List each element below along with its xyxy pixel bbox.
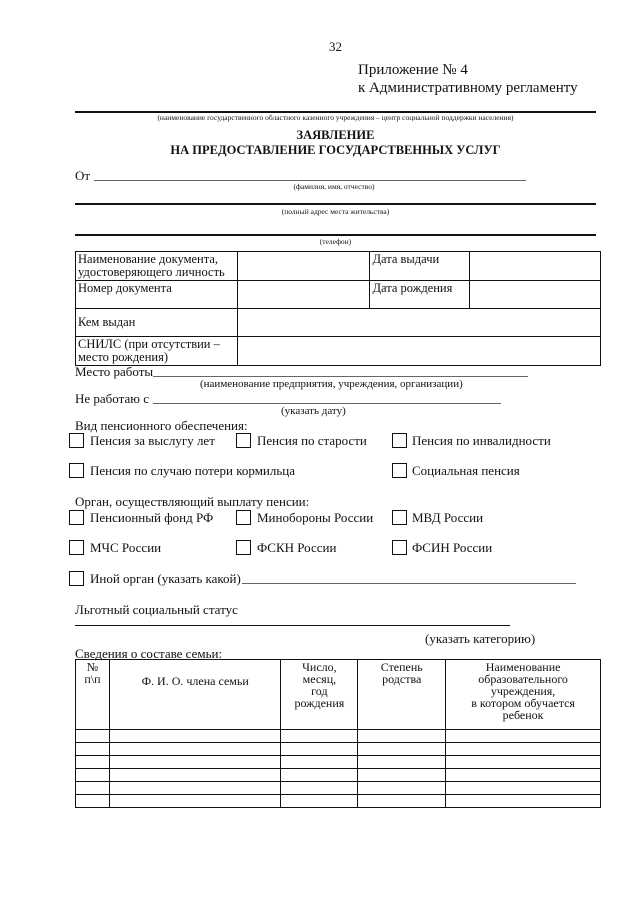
form-title-line-2: НА ПРЕДОСТАВЛЕНИЕ ГОСУДАРСТВЕННЫХ УСЛУГ <box>170 143 501 157</box>
family-col-fio <box>109 660 280 730</box>
family-col-relation-line-1: Степень <box>380 660 423 674</box>
page-number: 32 <box>329 39 342 54</box>
birth-date-label: Дата рождения <box>370 281 470 309</box>
family-col-birth-line-1: Число, <box>302 660 337 674</box>
work-label: Место работы <box>75 364 154 379</box>
from-label: От <box>75 168 91 183</box>
family-col-school-line-5: ребенок <box>502 708 544 722</box>
phone-caption: (телефон) <box>319 237 352 246</box>
address-caption: (полный адрес места жительства) <box>281 207 390 216</box>
family-col-relation-line-2: родства <box>382 672 422 686</box>
table-row[interactable] <box>76 782 601 795</box>
payer-mvd-label: МВД России <box>412 510 484 525</box>
pension-survivor-label: Пенсия по случаю потери кормильца <box>90 463 296 478</box>
table-row[interactable] <box>76 730 601 743</box>
doc-number-label: Номер документа <box>76 281 238 309</box>
payer-mchs-checkbox[interactable] <box>69 540 84 555</box>
issued-by-label: Кем выдан <box>76 309 238 337</box>
work-caption: (наименование предприятия, учреждения, организации) <box>200 378 463 390</box>
pension-social-label: Социальная пенсия <box>412 463 520 478</box>
family-col-number-line-1: № <box>86 660 99 674</box>
pension-old-age-checkbox[interactable] <box>236 433 251 448</box>
snils-label: СНИЛС (при отсутствии – место рождения) <box>76 337 238 366</box>
payer-fsin-checkbox[interactable] <box>392 540 407 555</box>
table-row[interactable] <box>76 769 601 782</box>
family-table <box>75 659 601 808</box>
payer-heading: Орган, осуществляющий выплату пенсии: <box>75 494 310 509</box>
fio-field[interactable] <box>94 180 526 181</box>
table-row[interactable] <box>76 795 601 808</box>
pension-type-heading: Вид пенсионного обеспечения: <box>75 418 248 433</box>
snils-field[interactable] <box>237 337 600 366</box>
issued-by-field[interactable] <box>237 309 600 337</box>
table-row[interactable] <box>76 743 601 756</box>
family-col-birth <box>281 660 358 730</box>
payer-other-label: Иной орган (указать какой) <box>90 571 241 586</box>
family-col-birth-line-3: год <box>311 684 328 698</box>
payer-mchs-label: МЧС России <box>90 540 162 555</box>
pension-long-service-checkbox[interactable] <box>69 433 84 448</box>
not-working-label: Не работаю с <box>75 391 149 406</box>
work-field[interactable] <box>153 376 528 377</box>
family-col-school-line-2: образовательного <box>478 672 568 686</box>
social-status-label: Льготный социальный статус <box>75 602 238 617</box>
payer-fskn-checkbox[interactable] <box>236 540 251 555</box>
pension-survivor-checkbox[interactable] <box>69 463 84 478</box>
pension-disability-label: Пенсия по инвалидности <box>412 433 551 448</box>
table-row[interactable] <box>76 756 601 769</box>
family-col-school <box>446 660 601 730</box>
payer-fskn-label: ФСКН России <box>257 540 337 555</box>
doc-number-field[interactable] <box>237 281 370 309</box>
payer-pfr-checkbox[interactable] <box>69 510 84 525</box>
date-caption: (указать дату) <box>281 405 346 417</box>
family-heading: Сведения о составе семьи: <box>75 646 223 661</box>
not-working-date-field[interactable] <box>153 403 501 404</box>
org-name-caption: (наименование государственного областного казенного учреждения – центр социальной поддержки населения) <box>157 113 514 122</box>
family-col-school-line-1: Наименование <box>485 660 561 674</box>
appendix-line-2: к Административному регламенту <box>358 80 578 96</box>
issue-date-field[interactable] <box>470 252 601 281</box>
appendix-line-1: Приложение № 4 <box>358 62 468 78</box>
family-col-school-line-3: учреждения, <box>490 684 556 698</box>
payer-fsin-label: ФСИН России <box>412 540 493 555</box>
pension-social-checkbox[interactable] <box>392 463 407 478</box>
payer-mvd-checkbox[interactable] <box>392 510 407 525</box>
family-col-birth-line-2: месяц, <box>302 672 337 686</box>
address-field[interactable] <box>75 203 596 205</box>
form-title-line-1: ЗАЯВЛЕНИЕ <box>296 128 375 142</box>
category-caption: (указать категорию) <box>425 631 536 646</box>
family-col-fio-text: Ф. И. О. члена семьи <box>141 674 249 688</box>
family-col-school-line-4: в котором обучается <box>471 696 575 710</box>
id-doc-name-field[interactable] <box>237 252 370 281</box>
payer-other-checkbox[interactable] <box>69 571 84 586</box>
payer-mod-label: Минобороны России <box>257 510 374 525</box>
payer-mod-checkbox[interactable] <box>236 510 251 525</box>
pension-old-age-label: Пенсия по старости <box>257 433 367 448</box>
family-col-birth-line-4: рождения <box>294 696 345 710</box>
issue-date-label: Дата выдачи <box>370 252 470 281</box>
pension-disability-checkbox[interactable] <box>392 433 407 448</box>
phone-field[interactable] <box>75 234 596 236</box>
fio-caption: (фамилия, имя, отчество) <box>293 182 375 191</box>
pension-long-service-label: Пенсия за выслугу лет <box>90 433 215 448</box>
id-doc-name-label: Наименование документа, удостоверяющего личность <box>76 252 238 281</box>
payer-pfr-label: Пенсионный фонд РФ <box>90 510 214 525</box>
family-col-number <box>76 660 110 730</box>
birth-date-field[interactable] <box>470 281 601 309</box>
family-col-relation <box>358 660 446 730</box>
id-document-table <box>75 251 601 366</box>
family-col-number-line-2: п\п <box>84 672 101 686</box>
payer-other-field[interactable] <box>242 583 576 584</box>
social-status-field[interactable] <box>75 625 510 626</box>
